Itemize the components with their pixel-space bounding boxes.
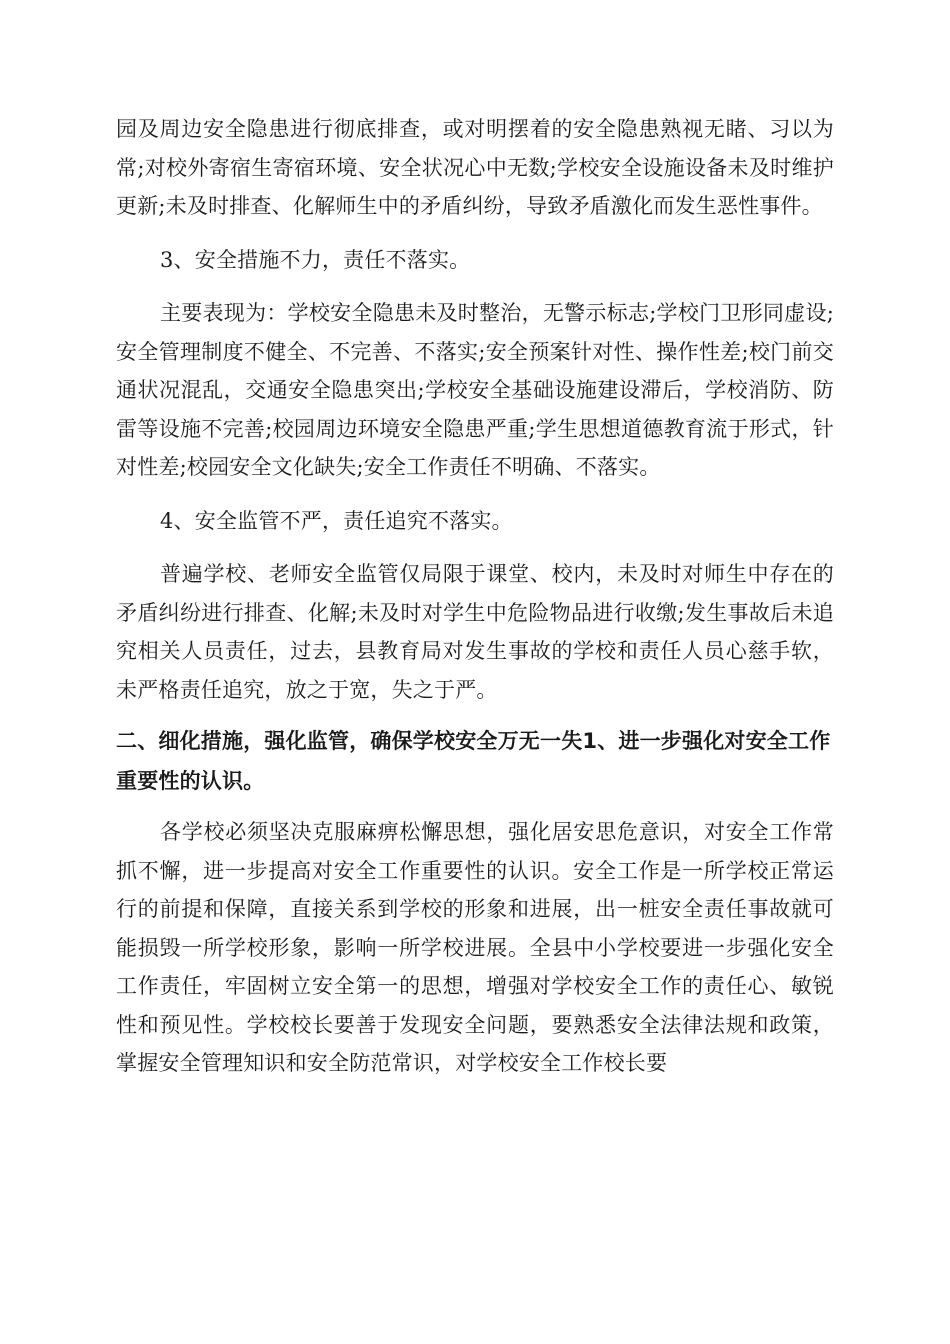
paragraph-awareness: 各学校必须坚决克服麻痹松懈思想，强化居安思危意识，对安全工作常抓不懈，进一步提高对安全工作重要性的认识。安全工作是一所学校正常运行的前提和保障，直接关系到学校的形象和进展，出一桩安全责任事故就可能损毁一所学校形象，影响一所学校进展。全县中小学校要进一步强化安全工作责任，牢固树立安全第一的思想，增强对学校安全工作的责任心、敏锐性和预见性。学校校长要善于发现安全问题，要熟悉安全法律法规和政策，掌握安全管理知识和安全防范常识，对学校安全工作校长要 — [116, 820, 834, 1075]
paragraph-continuation: 园及周边安全隐患进行彻底排查，或对明摆着的安全隐患熟视无睹、习以为常;对校外寄宿生寄宿环境、安全状况心中无数;学校安全设施设备未及时维护更新;未及时排查、化解师生中的矛盾纠纷，导致矛盾激化而发生恶性事件。 — [116, 117, 834, 218]
document-body — [116, 110, 834, 1083]
subheading-4: 4、安全监管不严，责任追究不落实。 — [160, 508, 513, 533]
paragraph-measures: 主要表现为：学校安全隐患未及时整治，无警示标志;学校门卫形同虚设;安全管理制度不健全、不完善、不落实;安全预案针对性、操作性差;校门前交通状况混乱，交通安全隐患突出;学校安全基础设施建设滞后，学校消防、防雷等设施不完善;校园周边环境安全隐患严重;学生思想道德教育流于形式，针对性差;校园安全文化缺失;安全工作责任不明确、不落实。 — [116, 301, 834, 479]
section-heading-2: 二、细化措施，强化监管，确保学校安全万无一失1、进一步强化对安全工作重要性的认识。 — [116, 729, 831, 793]
subheading-3: 3、安全措施不力，责任不落实。 — [160, 247, 471, 272]
paragraph-supervision: 普遍学校、老师安全监管仅局限于课堂、校内，未及时对师生中存在的矛盾纠纷进行排查、化解;未及时对学生中危险物品进行收缴;发生事故后未追究相关人员责任，过去，县教育局对发生事故的学校和责任人员心慈手软，未严格责任追究，放之于宽，失之于严。 — [116, 562, 834, 702]
